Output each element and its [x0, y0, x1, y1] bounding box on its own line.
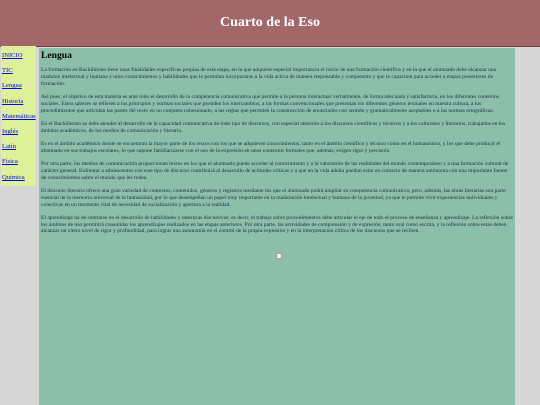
- paragraph: En el Bachillerato se debe atender al desarrollo de la capacidad comunicativa de todo tipo de discursos, con especial atención a los discursos científicos y técnicos y a los culturales y literarios, trabajados en los ámbitos académicos, de los medios de comunicación y literario.: [41, 120, 506, 134]
- nav-link-inicio[interactable]: INICIO: [2, 52, 23, 59]
- nav-link-lengua[interactable]: Lengua: [2, 82, 22, 90]
- nav-link-historia[interactable]: Historia: [2, 97, 24, 105]
- section-title: Lengua: [41, 50, 72, 61]
- nav-link-latin[interactable]: Latín: [2, 143, 16, 151]
- paragraph: Así pues, el objetivo de esta materia es ante todo el desarrollo de la competencia comunicativa que permite a la persona interactuar verbalmente, de forma adecuada y satisfactoria, en los diferentes contextos sociales. Estos saberes se refieren a los principios y normas sociales que presiden los intercambios, a las formas convencionales que presentan los diferentes géneros textuales en nuestra cultura, a los procedimientos que articulan las partes del texto en un conjunto cohesionado, a las reglas que permiten la construcción de enunciados con sentido y gramaticalmente aceptables o a las normas ortográficas.: [41, 93, 500, 114]
- paragraph: Es en el ámbito académico donde se encuentran la mayor parte de los textos con los que se adquieren conocimientos, tanto en el ámbito científico y técnico como en el humanístico, y los que debe producir el alumnado en sus trabajos escolares, lo que supone familiarizarse con el uso de la expresión en unos contextos formales que, además, exigen rigor y precisión.: [41, 140, 501, 154]
- main-content: [39, 48, 515, 405]
- nav-link-matematicas[interactable]: Matemáticas: [2, 112, 36, 120]
- sidebar-nav: [1, 46, 36, 186]
- broken-image-icon: [276, 253, 282, 259]
- page-header: [0, 0, 540, 47]
- nav-link-quimica[interactable]: Química: [2, 173, 25, 181]
- paragraph: La formación en Bachillerato tiene unas finalidades específicas propias de esta etapa, en la que adquiere especial importancia el inicio de una formación científica y en la que el alumnado debe alcanzar una madurez intelectual y humana y unos conocimientos y habilidades que le permitan incorporarse a la vida activa de manera responsable y competente y que le capaciten para acceder a etapas posteriores de formación.: [41, 67, 497, 87]
- paragraph: El aprendizaje ha de centrarse en el desarrollo de habilidades y destrezas discursivas; es decir, el trabajo sobre procedimientos debe articular el eje de todo el proceso de enseñanza y aprendizaje. La reflexión sobre los ámbitos de uso permitirá consolidar los aprendizajes realizados en las etapas anteriores. Por otra parte, las actividades de comprensión y de expresión, tanto oral como escrita, y la reflexión sobre estas deben alcanzar un cierto nivel de rigor y profundidad, para lograr una autonomía en el control de la propia expresión y en la interpretación crítica de los discursos que se reciben.: [41, 214, 513, 235]
- nav-link-ingles[interactable]: Inglés: [2, 128, 19, 136]
- nav-link-fisica[interactable]: Física: [2, 158, 18, 166]
- nav-link-tic[interactable]: TIC: [2, 67, 13, 75]
- paragraph: El discurso literario ofrece una gran variedad de contextos, contenidos, géneros y registros mediante los que el alumnado podrá ampliar su competencia comunicativa; pero, además, las obras literarias son parte esencial de la memoria universal de la humanidad, por lo que desempeñan un papel muy importante en la maduración intelectual y humana de la juventud, ya que le permite vivir experiencias individuales y colectivas en un momento vital de necesidad de socialización y apertura a la realidad.: [41, 187, 506, 208]
- paragraph: Por otra parte, los medios de comunicación proporcionan textos en los que el alumnado puede acceder al conocimiento y a la valoración de las realidades del mundo contemporáneo y a una formación cultural de carácter general. Enfrentar a adolescentes con este tipo de discurso contribuirá al desarrollo de actitudes críticas y a que en la vida adulta puedan estar en contacto de manera autónoma con una importante fuente de conocimientos sobre el mundo que les rodea.: [41, 160, 509, 181]
- page-title: Cuarto de la Eso: [220, 15, 320, 30]
